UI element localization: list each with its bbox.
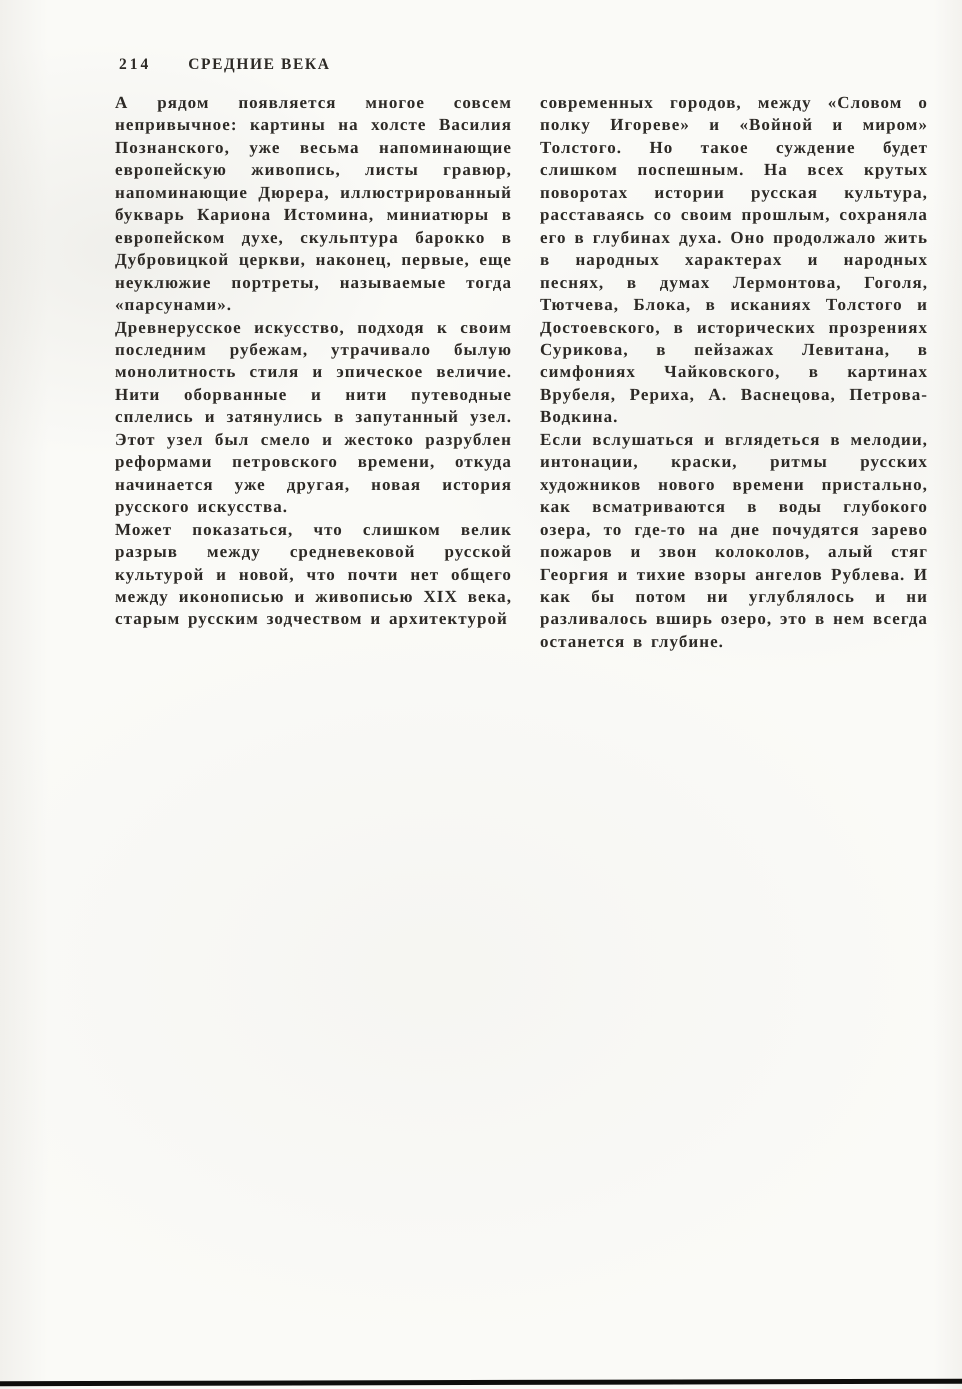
left-column [115,92,512,653]
scan-bottom-edge [0,1379,962,1387]
paragraph: Если вслушаться и вглядеться в мелодии, интонации, краски, ритмы русских художников нового времени пристально, как всматриваются в воды глубокого озера, то где-то на дне почудятся зарево пожаров и звон колоколов, алый стяг Георгия и тихие взоры ангелов Рублева. И как бы потом ни углублялось и ни разливалось вширь озеро, это в нем всегда останется в глубине. [540,429,928,651]
paragraph: Древнерусское искусство, подходя к своим последним рубежам, утрачивало былую монолитность стиля и эпическое величие. Нити оборванные и нити путеводные сплелись и затянулись в запутанный узел. Этот узел был смело и жестоко разрублен реформами петровского времени, откуда начинается уже другая, новая история русского искусства. [115,317,512,517]
page-header [119,56,331,74]
right-column [540,92,928,653]
running-title: СРЕДНИЕ ВЕКА [188,56,331,73]
paragraph: А рядом появляется многое совсем непривычное: картины на холсте Василия Познанского, уже весьма напоминающие европейскую живопись, листы гравюр, напоминающие Дюрера, иллюстрированный букварь Кариона Истомина, миниатюры в европейском духе, скульптура барокко в Дубровицкой церкви, наконец, первые, еще неуклюжие портреты, называемые тогда «парсунами». [115,93,512,315]
paragraph: современных городов, между «Словом о полку Игореве» и «Войной и миром» Толстого. Но такое суждение будет слишком поспешным. На всех крутых поворотах истории русская культура, расставаясь со своим прошлым, сохраняла его в глубинах духа. Оно продолжало жить в народных характерах и народных песнях, в думах Лермонтова, Гоголя, Тютчева, Блока, в исканиях Толстого и Достоевского, в исторических прозрениях Сурикова, в пейзажах Левитана, в симфониях Чайковского, в картинах Врубеля, Рериха, А. Васнецова, Петрова-Водкина. [540,93,928,427]
two-column-text-block [115,92,928,653]
page-number: 214 [119,56,152,73]
paragraph: Может показаться, что слишком велик разрыв между средневековой русской культурой и новой, что почти нет общего между иконописью и живописью XIX века, старым русским зодчеством и архитектурой [115,519,512,629]
